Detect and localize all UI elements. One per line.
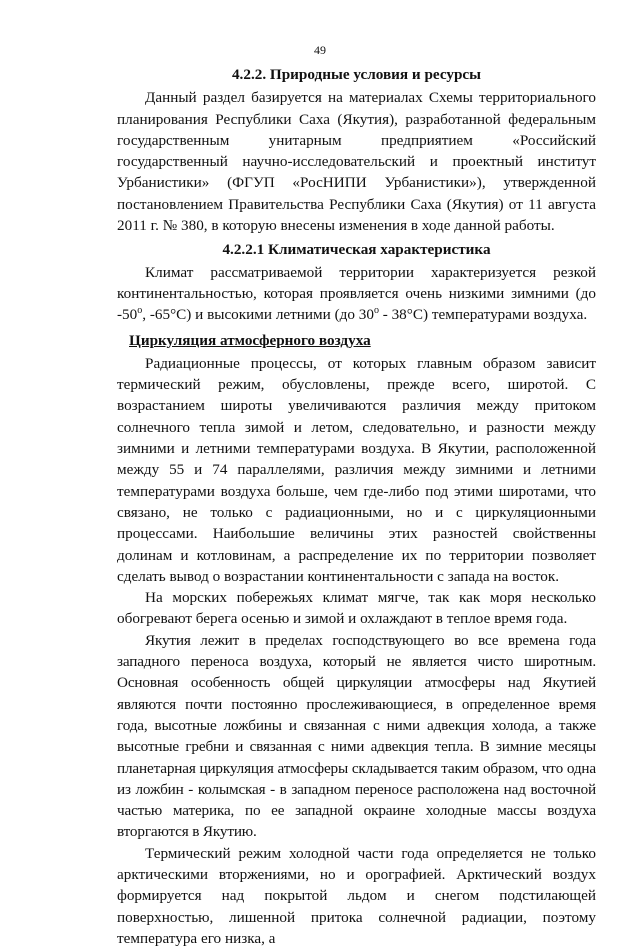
circulation-heading: Циркуляция атмосферного воздуха (129, 331, 371, 349)
climate-paragraph (117, 262, 596, 326)
climate-text-1: Климат рассматриваемой территории характеризуется резкой континентальностью, которая проявляется очень низкими зимними (до -50 (117, 263, 596, 324)
body-paragraph: На морских побережьях климат мягче, так как моря несколько обогревают берега осенью и зимой и охлаждают в теплое время года. (117, 589, 596, 628)
section-heading: 4.2.2. Природные условия и ресурсы (231, 66, 482, 83)
degree-superscript: о (373, 305, 379, 317)
body-paragraph: Радиационные процессы, от которых главным образом зависит термический режим, обусловлены, прежде всего, широтой. С возрастанием широты увеличиваются различия между притоком солнечного тепла зимой и летом, следовательно, и разности между зимними и летними температурами воздуха. В Якутии, расположенной между 55 и 74 параллелями, различия между зимними и летними температурами воздуха больше, чем где-либо под этими широтами, что связано, не только с радиационными, но и с циркуляционными процессами. Наибольшие величины этих разностей свойственны долинам и котловинам, а распределение их по территории позволяет сделать вывод о возрастании континентальности с запада на восток. (117, 354, 596, 585)
intro-paragraph: Данный раздел базируется на материалах Схемы территориального планирования Республики Саха (Якутия), разработанной федеральным государственным унитарным предприятием «Российский государственный научно-исследовательский и проектный институт Урбанистики» (ФГУП «РосНИПИ Урбанистики»), утвержденной постановлением Правительства Республики Саха (Якутия) от 11 августа 2011 г. № 380, в которую внесены изменения в ходе данной работы. (117, 89, 596, 235)
body-paragraph: Термический режим холодной части года определяется не только арктическими вторжениями, но и орографией. Арктический воздух формируется над покрытой льдом и снегом подстилающей поверхностью, лишенной притока солнечной радиации, поэтому температура его низка, а (117, 844, 596, 947)
climate-text-2: , -65°С) и высокими летними (до 30 (142, 306, 374, 324)
page-number: 49 (314, 43, 326, 57)
degree-superscript: о (137, 305, 143, 317)
page-content (117, 64, 596, 949)
body-paragraph: Якутия лежит в пределах господствующего во все времена года западного переноса воздуха, который не является чисто широтным. Основная особенность общей циркуляции атмосферы над Якутией являются почти постоянно прослеживающиеся, в определенное время года, высотные ложбины и связанная с ними адвекция холода, а также высотные гребни и связанная с ними адвекция тепла. В зимние месяцы планетарная циркуляция атмосферы складывается таким образом, что одна из ложбин - колымская - в западном переносе расположена над восточной частью материка, по ее западной окраине холодные массы воздуха вторгаются в Якутию. (117, 631, 596, 841)
climate-text-3: - 38°С) температурами воздуха. (378, 306, 588, 324)
subsection-heading: 4.2.2.1 Климатическая характеристика (222, 241, 491, 259)
